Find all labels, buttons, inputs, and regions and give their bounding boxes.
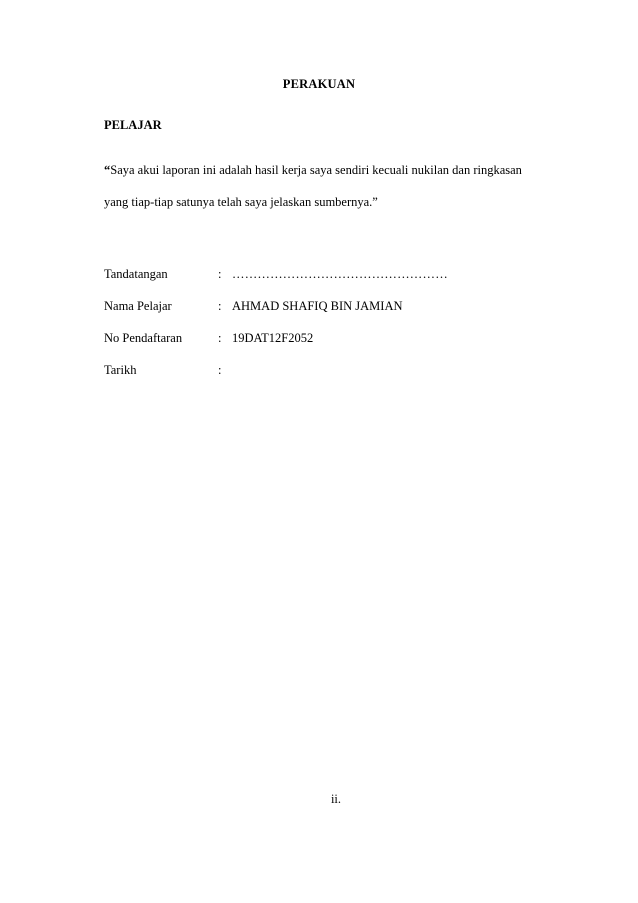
declaration-open-quote: “ [104, 163, 111, 177]
field-row-student-name [104, 298, 544, 330]
field-separator: : [218, 299, 222, 313]
field-label: Tarikh [104, 363, 137, 377]
field-label: Tandatangan [104, 267, 168, 281]
signature-line: …………………………………………… [232, 267, 448, 281]
document-title: PERAKUAN [282, 77, 356, 91]
student-name-value: AHMAD SHAFIQ BIN JAMIAN [232, 299, 403, 313]
declaration-paragraph [104, 154, 544, 218]
field-label: Nama Pelajar [104, 299, 172, 313]
field-row-registration-no [104, 330, 544, 362]
declaration-text: Saya akui laporan ini adalah hasil kerja saya sendiri kecuali nukilan dan ringkasan yang tiap-tiap satunya telah saya jelaskan sumbernya.” [104, 163, 522, 209]
field-separator: : [218, 331, 222, 345]
declaration-fields [104, 266, 544, 394]
section-heading: PELAJAR [104, 118, 162, 132]
field-row-date [104, 362, 544, 394]
field-separator: : [218, 363, 222, 377]
registration-no-value: 19DAT12F2052 [232, 331, 314, 345]
field-separator: : [218, 267, 222, 281]
page-number: ii. [330, 792, 342, 806]
field-row-signature [104, 266, 544, 298]
field-label: No Pendaftaran [104, 331, 183, 345]
